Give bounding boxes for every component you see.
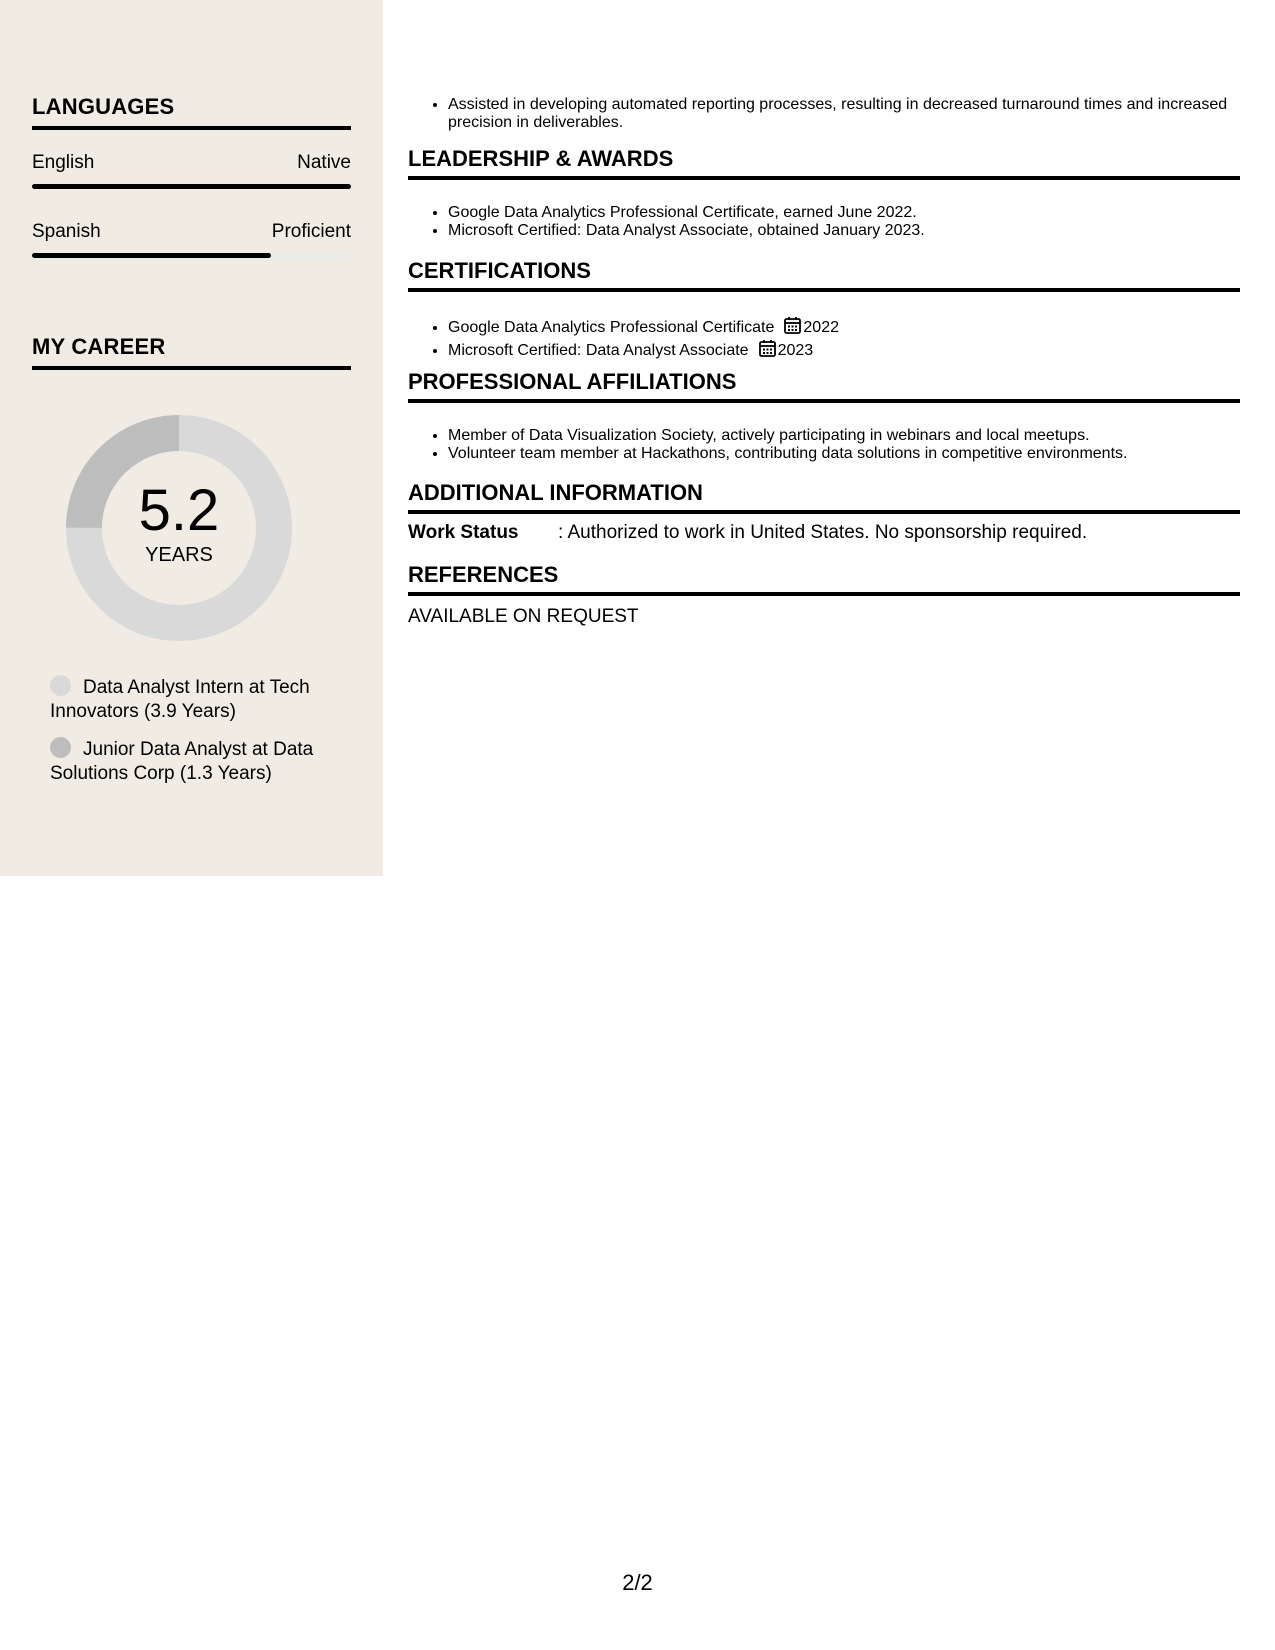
certification-name: Google Data Analytics Professional Certificate [448,319,775,336]
language-level: Native [297,152,351,173]
certifications-list [408,300,1240,378]
certification-name: Microsoft Certified: Data Analyst Associate [448,342,749,359]
language-bar-fill [32,253,271,258]
list-item: • Assisted in developing automated reporting processes, resulting in decreased turnaround times and increased precision in deliverables. [448,96,1240,132]
legend-dot [50,737,71,758]
language-row-spanish [32,221,351,243]
career-total-years: 5.2 [138,477,220,543]
affiliations-heading: PROFESSIONAL AFFILIATIONS [408,369,1240,403]
list-item: • Member of Data Visualization Society, actively participating in webinars and local meetups. [448,427,1240,445]
list-item [448,316,1240,339]
additional-info-heading: ADDITIONAL INFORMATION [408,480,1240,514]
work-status-row [408,522,1240,544]
career-legend-item [50,737,340,786]
leadership-heading: LEADERSHIP & AWARDS [408,146,1240,180]
certifications-heading: CERTIFICATIONS [408,258,1240,292]
list-item [448,339,1240,362]
page-number: 2/2 [622,1570,653,1595]
list-item: • Volunteer team member at Hackathons, contributing data solutions in competitive environments. [448,445,1240,463]
languages-section [32,94,351,130]
legend-label: Junior Data Analyst at Data Solutions Corp (1.3 Years) [50,739,314,784]
language-name: Spanish [32,221,101,242]
certification-year: 2023 [777,342,814,359]
calendar-icon [759,339,776,362]
language-bar-spanish [32,253,351,258]
legend-dot [50,675,71,696]
language-row-english [32,152,351,174]
leadership-list [408,188,1240,256]
references-heading: REFERENCES [408,562,1240,596]
career-heading: MY CAREER [32,334,351,370]
language-level: Proficient [271,221,351,242]
career-section [32,334,351,370]
language-bar-english [32,184,351,189]
languages-heading: LANGUAGES [32,94,351,130]
list-item: • Google Data Analytics Professional Certificate, earned June 2022. [448,204,1240,222]
list-item: • Microsoft Certified: Data Analyst Associate, obtained January 2023. [448,222,1240,240]
work-status-label: Work Status [408,522,519,543]
legend-label: Data Analyst Intern at Tech Innovators (3.9 Years) [50,677,310,722]
donut-center [66,415,292,641]
language-bar-fill [32,184,351,189]
experience-bullets [408,80,1240,148]
affiliations-list [408,411,1240,479]
language-name: English [32,152,95,173]
references-text: AVAILABLE ON REQUEST [408,606,639,627]
certification-year: 2022 [803,319,839,336]
career-donut-chart [66,415,292,641]
career-legend-item [50,675,340,724]
career-total-unit: YEARS [145,543,213,566]
work-status-value: : Authorized to work in United States. No sponsorship required. [558,522,1088,543]
calendar-icon [784,316,801,339]
